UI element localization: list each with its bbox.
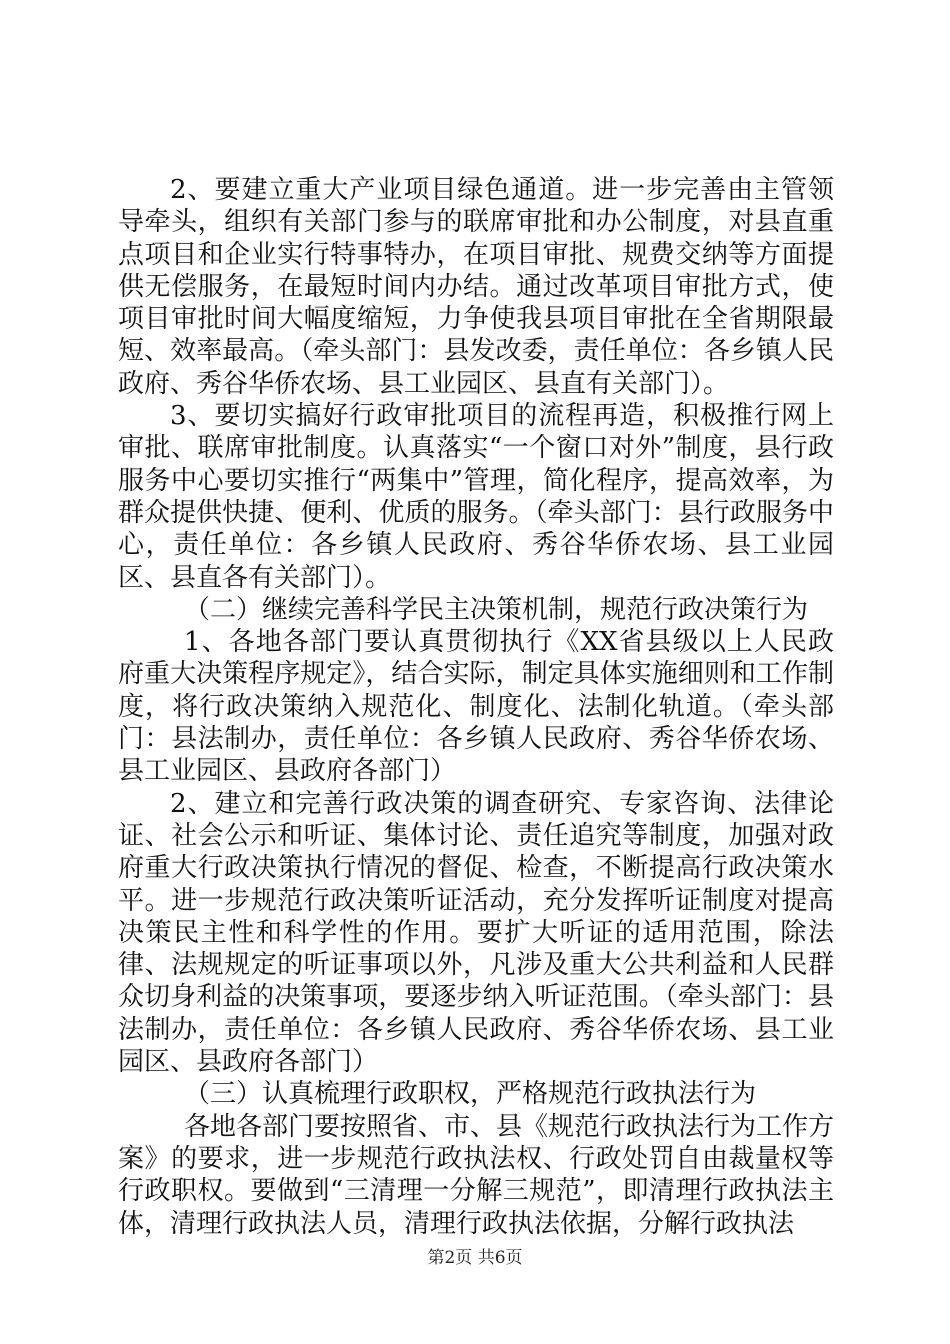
paragraph-body: 各地各部门要按照省、市、县《规范行政执法行为工作方案》的要求，进一步规范行政执法权、行政处罚自由裁量权等行政职权。要做到“三清理一分解三规范”，即清理行政执法主体，清理行政执法人员，清理行政执法依据，分解行政执法: [118, 1111, 835, 1239]
paragraph-item-1: 1、各地各部门要认真贯彻执行《XX省县级以上人民政府重大决策程序规定》，结合实际，制定具体实施细则和工作制度，将行政决策纳入规范化、制度化、法制化轨道。（牵头部门：县法制办，责任单位：各乡镇人民政府、秀谷华侨农场、县工业园区、县政府各部门）: [118, 627, 834, 787]
section-heading-2: （二）继续完善科学民主决策机制，规范行政决策行为: [184, 594, 809, 625]
page-number-footer: 第2页 共6页: [427, 1248, 523, 1268]
section-heading-3: （三）认真梳理行政职权，严格规范行政执法行为: [184, 1079, 757, 1110]
paragraph-item-2b: 2、建立和完善行政决策的调查研究、专家咨询、法律论证、社会公示和听证、集体讨论、责任追究等制度，加强对政府重大行政决策执行情况的督促、检查，不断提高行政决策水平。进一步规范行政决策听证活动，充分发挥听证制度对提高决策民主性和科学性的作用。要扩大听证的适用范围，除法律、法规规定的听证事项以外，凡涉及重大公共利益和人民群众切身利益的决策事项，要逐步纳入听证范围。（牵头部门：县法制办，责任单位：各乡镇人民政府、秀谷华侨农场、县工业园区、县政府各部门）: [118, 788, 834, 1078]
document-body: [118, 174, 834, 1240]
paragraph-item-2: 2、要建立重大产业项目绿色通道。进一步完善由主管领导牵头，组织有关部门参与的联席审批和办公制度，对县直重点项目和企业实行特事特办，在项目审批、规费交纳等方面提供无偿服务，在最短时间内办结。通过改革项目审批方式，使项目审批时间大幅度缩短，力争使我县项目审批在全省期限最短、效率最高。（牵头部门：县发改委，责任单位：各乡镇人民政府、秀谷华侨农场、县工业园区、县直有关部门）。: [118, 175, 834, 399]
paragraph-item-3: 3、要切实搞好行政审批项目的流程再造，积极推行网上审批、联席审批制度。认真落实“一个窗口对外”制度，县行政服务中心要切实推行“两集中”管理，简化程序，提高效率，为群众提供快捷、便利、优质的服务。（牵头部门：县行政服务中心，责任单位：各乡镇人民政府、秀谷华侨农场、县工业园区、县直各有关部门）。: [118, 401, 834, 593]
